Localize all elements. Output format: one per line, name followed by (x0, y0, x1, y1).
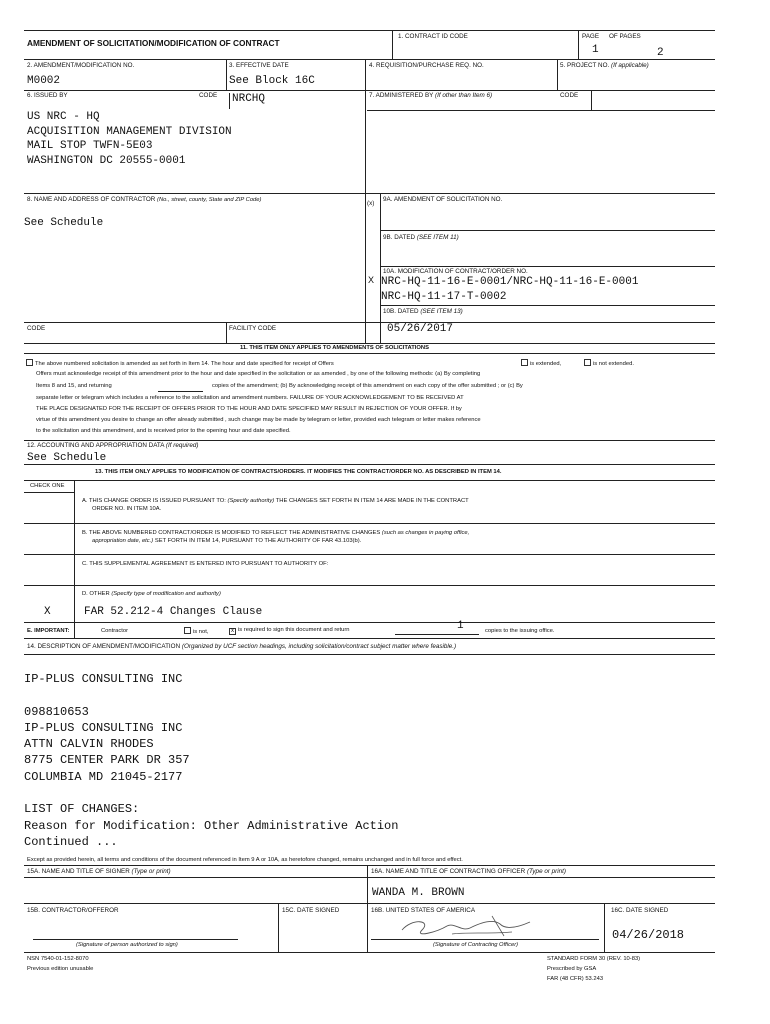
check-one-label: CHECK ONE (30, 483, 65, 489)
copies-suffix: copies to the issuing office. (485, 628, 555, 634)
item13-b-line2: appropriation date, etc.) SET FORTH IN ITEM 14, PURSUANT TO THE AUTHORITY OF FAR 43.103(b). (92, 538, 362, 544)
b15c-label: 15C. DATE SIGNED (282, 907, 340, 914)
is-not-checkbox[interactable] (184, 627, 191, 634)
b16a-value: WANDA M. BROWN (372, 887, 465, 899)
item14-label: 14. DESCRIPTION OF AMENDMENT/MODIFICATION (Organized by UCF section headings, including solicitation/contract subject matter where feasible.) (27, 643, 457, 650)
contractor-word: Contractor (101, 628, 129, 634)
b15a-label: 15A. NAME AND TITLE OF SIGNER (Type or print) (27, 868, 171, 875)
sig16-caption: (Signature of Contracting Officer) (433, 942, 519, 948)
item11-title: 11. THIS ITEM ONLY APPLIES TO AMENDMENTS OF SOLICITATIONS (240, 345, 429, 351)
of-pages-label: OF PAGES (609, 33, 641, 40)
total-pages: 2 (657, 47, 664, 59)
is-not-option: is not, (184, 627, 208, 635)
item11-line7: to the solicitation and this amendment, and is received prior to the opening hour and date specified. (36, 428, 291, 434)
b7-code-label: CODE (560, 92, 579, 99)
b16c-value: 04/26/2018 (612, 928, 685, 942)
b10a-label: 10A. MODIFICATION OF CONTRACT/ORDER NO. (383, 268, 528, 275)
b4-label: 4. REQUISITION/PURCHASE REQ. NO. (369, 62, 484, 69)
x-column-label: (x) (367, 200, 375, 207)
form-title: AMENDMENT OF SOLICITATION/MODIFICATION OF CONTRACT (27, 38, 280, 48)
b10a-value-1: NRC-HQ-11-16-E-0001/NRC-HQ-11-16-E-0001 (381, 276, 639, 288)
item13-a-line1: A. THIS CHANGE ORDER IS ISSUED PURSUANT TO: (Specify authority) THE CHANGES SET FORTH IN ITEM 14 ARE MADE IN THE CONTRACT (82, 498, 469, 504)
b8-value: See Schedule (24, 217, 104, 229)
item11-line3a: Items 8 and 15, and returning (36, 383, 112, 389)
item13-a-line2: ORDER NO. IN ITEM 10A. (92, 506, 162, 512)
item11-checkbox[interactable] (26, 359, 33, 366)
item13-d-value: FAR 52.212-4 Changes Clause (84, 606, 263, 618)
is-required-option: x is required to sign this document and return (231, 627, 350, 634)
far-reference: FAR (48 CFR) 53.243 (547, 976, 604, 982)
extended-checkbox[interactable] (521, 359, 528, 366)
prescribed-by: Prescribed by GSA (547, 966, 597, 972)
b16a-label: 16A. NAME AND TITLE OF CONTRACTING OFFICER (Type or print) (371, 868, 567, 875)
code-label: CODE (27, 325, 46, 332)
b9a-label: 9A. AMENDMENT OF SOLICITATION NO. (383, 196, 503, 203)
not-extended-option: is not extended. (584, 359, 634, 367)
sig15-caption: (Signature of person authorized to sign) (76, 942, 178, 948)
previous-edition: Previous edition unusable (27, 966, 94, 972)
b10b-value: 05/26/2017 (387, 323, 454, 335)
b10a-mark: X (368, 275, 375, 285)
b6-label: 6. ISSUED BY (27, 92, 68, 99)
contracting-officer-signature (392, 912, 542, 940)
item13-b-line1: B. THE ABOVE NUMBERED CONTRACT/ORDER IS MODIFIED TO REFLECT THE ADMINISTRATIVE CHANGES (such as changes in paying office, (82, 530, 470, 536)
item11-line2: Offers must acknowledge receipt of this amendment prior to the hour and date specified in the solicitation or as amended , by one of the following methods: (a) By completing (36, 371, 481, 377)
issuer-address: US NRC - HQ ACQUISITION MANAGEMENT DIVISION MAIL STOP TWFN-5E03 WASHINGTON DC 20555-0001 (27, 111, 232, 167)
item13-d-mark: X (44, 606, 51, 618)
item11-line5: THE PLACE DESIGNATED FOR THE RECEIPT OF OFFERS PRIOR TO THE HOUR AND DATE SPECIFIED MAY RESULT IN REJECTION OF YOUR OFFER. If by (36, 406, 462, 412)
b16b-label: 16B. UNITED STATES OF AMERICA (371, 907, 476, 914)
page-number: 1 (592, 44, 599, 56)
item12-label: 12. ACCOUNTING AND APPROPRIATION DATA (If required) (27, 442, 199, 449)
b1-label: 1. CONTRACT ID CODE (398, 33, 468, 40)
item13-title: 13. THIS ITEM ONLY APPLIES TO MODIFICATION OF CONTRACTS/ORDERS. IT MODIFIES THE CONTRACT/ORDER NO. AS DESCRIBED IN ITEM 14. (95, 469, 502, 475)
b6-code-value: NRCHQ (229, 93, 265, 109)
b9b-label: 9B. DATED (SEE ITEM 11) (383, 234, 459, 241)
b6-code-label: CODE (199, 92, 218, 99)
item13-c-line: C. THIS SUPPLEMENTAL AGREEMENT IS ENTERED INTO PURSUANT TO AUTHORITY OF: (82, 561, 329, 567)
b15b-label: 15B. CONTRACTOR/OFFEROR (27, 907, 119, 914)
facility-code-label: FACILITY CODE (229, 325, 277, 332)
important-label: E. IMPORTANT: (27, 628, 70, 634)
item12-value: See Schedule (27, 452, 107, 464)
b10b-label: 10B. DATED (SEE ITEM 13) (383, 308, 463, 315)
not-extended-checkbox[interactable] (584, 359, 591, 366)
item11-line4: separate letter or telegram which includes a reference to the solicitation and amendment numbers. FAILURE OF YOUR ACKNOWLEDGEMENT TO BE RECEIVED AT (36, 395, 464, 401)
b2-label: 2. AMENDMENT/MODIFICATION NO. (27, 62, 135, 69)
standard-form: STANDARD FORM 30 (REV. 10-83) (547, 956, 641, 962)
is-required-checkbox[interactable]: x (231, 628, 234, 634)
page-label: PAGE (582, 33, 600, 40)
b16c-label: 16C. DATE SIGNED (611, 907, 669, 914)
item11-line1: The above numbered solicitation is amended as set forth in Item 14. The hour and date specified for receipt of Offers (26, 359, 334, 367)
b5-label: 5. PROJECT NO. (If applicable) (560, 62, 649, 69)
item11-line3b: copies of the amendment; (b) By acknowledging receipt of this amendment on each copy of the offer submitted ; or (c) By (212, 383, 523, 389)
b3-value: See Block 16C (229, 75, 315, 87)
item13-d-label: D. OTHER (Specify type of modification and authority) (82, 591, 221, 597)
b8-label: 8. NAME AND ADDRESS OF CONTRACTOR (No., street, county, State and ZIP Code) (27, 196, 262, 203)
extended-option: is extended, (521, 359, 561, 367)
nsn-number: NSN 7540-01-152-8070 (27, 956, 89, 962)
item11-line6: virtue of this amendment you desire to change an offer already submitted , such change may be made by telegram or letter, provided each telegram or letter makes reference (36, 417, 481, 423)
item14-description: IP-PLUS CONSULTING INC 098810653 IP-PLUS CONSULTING INC ATTN CALVIN RHODES 8775 CENTER PARK DR 357 COLUMBIA MD 21045-2177 LIST OF CHANGES: Reason for Modification: Other Administrative Action Continued ... (24, 672, 399, 849)
terms-note: Except as provided herein, all terms and conditions of the document referenced in Item 9 A or 10A, as heretofore changed, remains unchanged and in full force and effect. (27, 857, 463, 863)
b10a-value-2: NRC-HQ-11-17-T-0002 (381, 291, 507, 303)
b7-label: 7. ADMINISTERED BY (If other than Item 6) (369, 92, 493, 99)
b3-label: 3. EFFECTIVE DATE (229, 62, 289, 69)
copies-count: 1 (457, 620, 464, 632)
b2-value: M0002 (27, 75, 61, 87)
